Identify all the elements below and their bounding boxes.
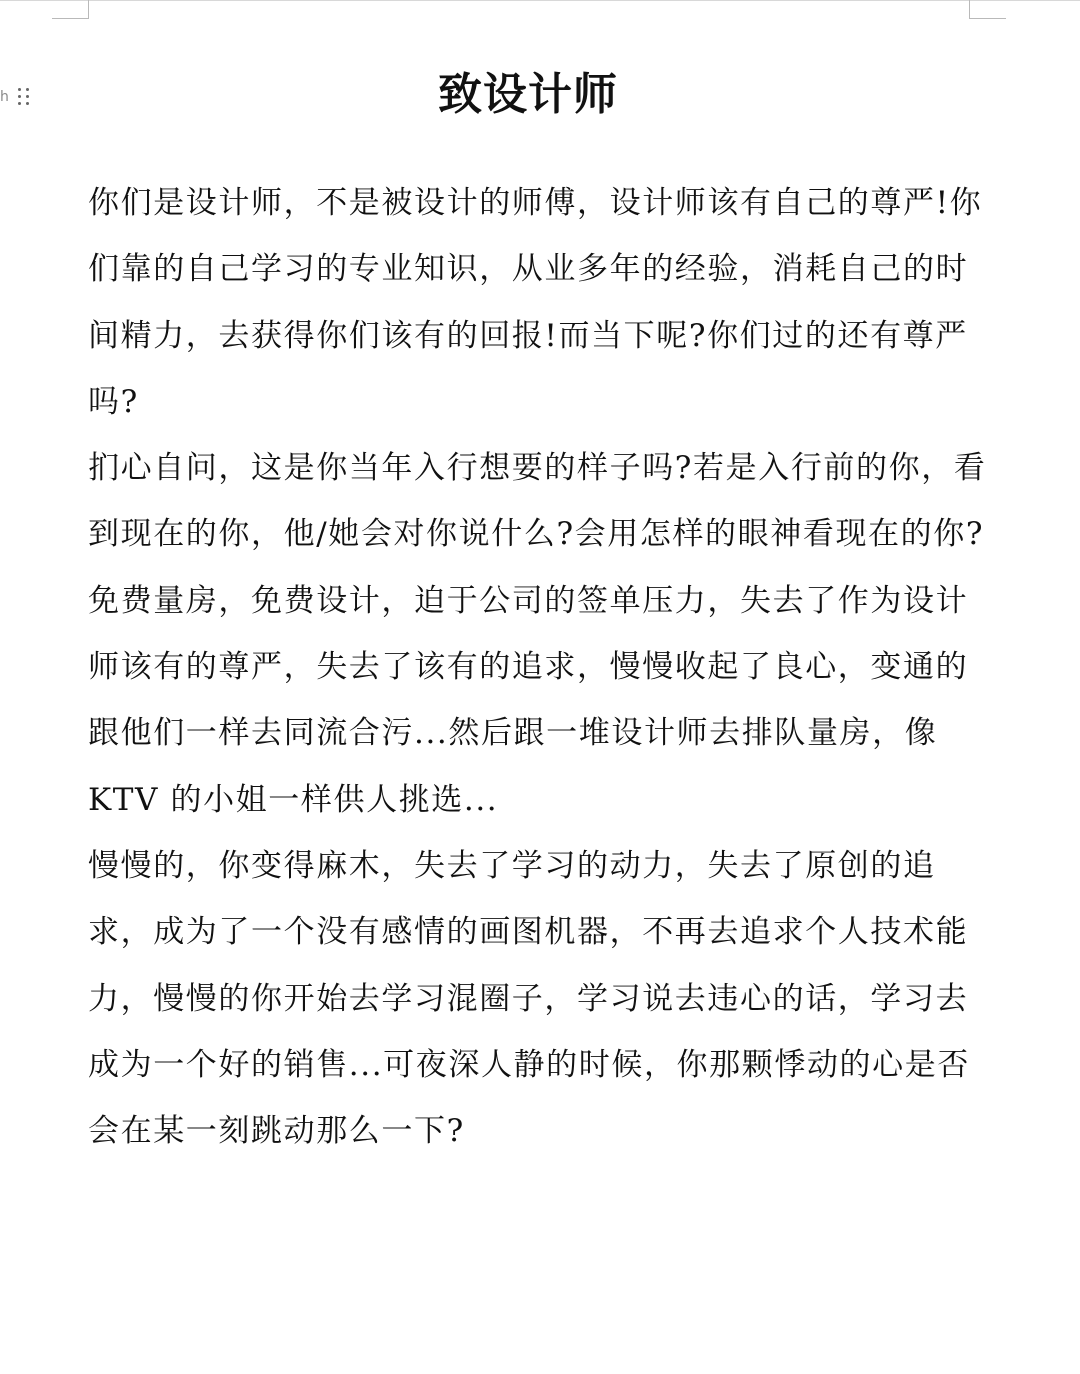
- paragraph: 你们是设计师，不是被设计的师傅，设计师该有自己的尊严!你们靠的自己学习的专业知识，从业多年的经验，消耗自己的时间精力，去获得你们该有的回报!而当下呢?你们过的还有尊严吗?: [88, 185, 983, 420]
- paragraph-marker: h: [0, 89, 8, 105]
- page-top-edge: [0, 0, 1080, 1]
- page-corner-mark-top-right: [969, 0, 1006, 19]
- document-title: 致设计师: [438, 69, 618, 120]
- paragraph: 扪心自问，这是你当年入行想要的样子吗?若是入行前的你，看到现在的你，他/她会对你说什么?会用怎样的眼神看现在的你?: [88, 450, 987, 553]
- paragraph: 免费量房，免费设计，迫于公司的签单压力，失去了作为设计师该有的尊严，失去了该有的追求，慢慢收起了良心，变通的跟他们一样去同流合污...然后跟一堆设计师去排队量房，像 KTV 的小姐一样供人挑选...: [88, 582, 969, 818]
- document-body: [88, 170, 988, 1164]
- page-corner-mark-top-left: [52, 0, 89, 19]
- paragraph: 慢慢的，你变得麻木，失去了学习的动力，失去了原创的追求，成为了一个没有感情的画图机器，不再去追求个人技术能力，慢慢的你开始去学习混圈子，学习说去违心的话，学习去成为一个好的销售...可夜深人静的时候，你那颗悸动的心是否会在某一刻跳动那么一下?: [88, 847, 970, 1150]
